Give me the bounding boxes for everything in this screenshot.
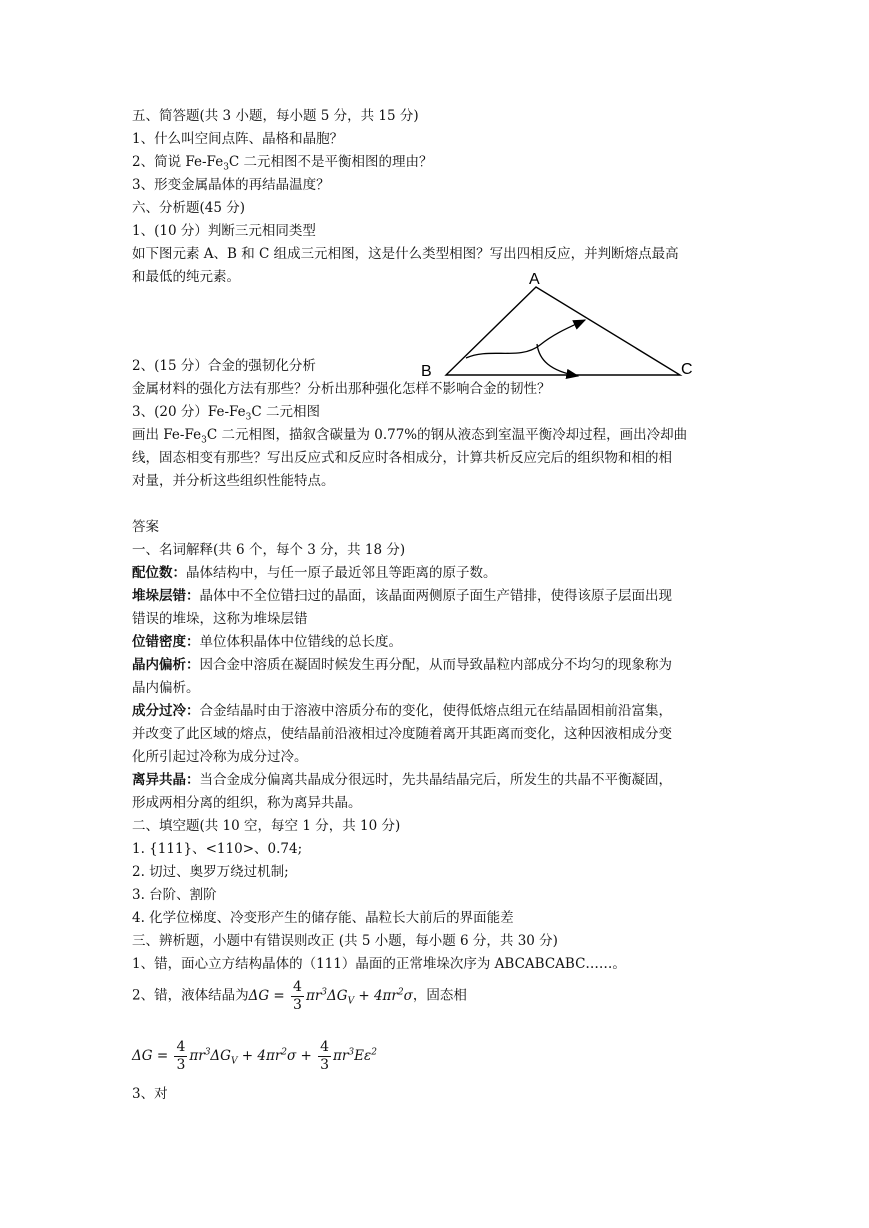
section6-heading: 六、分析题(45 分): [132, 200, 246, 216]
term-constitutional-supercooling-cont1: 并改变了此区域的熔点，使结晶前沿液相过冷度随着离开其距离而变化，这种因液相成分变: [132, 726, 672, 742]
answers-s1-heading: 一、名词解释(共 6 个，每个 3 分，共 18 分): [132, 542, 406, 558]
term-stacking-fault: 堆垛层错：晶体中不全位错扫过的晶面，该晶面两侧原子面生产错排，使得该原子层面出现: [132, 588, 672, 604]
answers-s3-a3: 3、对: [132, 1086, 168, 1102]
section5-q2: 2、简说 $Fe-Fe_3C$ 二元相图不是平衡相图的理由？: [132, 154, 433, 173]
label-a: A: [529, 271, 540, 288]
equation-liquid: ΔG = $\frac{4}{3}$ $\pi r^3\Delta G_V + 4\pi r^2\sigma$: [248, 978, 413, 1013]
section6-q3-title: 3、(20 分）$Fe-Fe_3C$ 二元相图: [132, 404, 320, 423]
term-divorced-eutectic-cont: 形成两相分离的组织，称为离异共晶。: [132, 795, 362, 811]
section6-q3-line3: 对量，并分析这些组织性能特点。: [132, 473, 335, 489]
section6-q2-title: 2、(15 分）合金的强韧化分析: [132, 358, 316, 374]
section5-q1: 1、什么叫空间点阵、晶格和晶胞？: [132, 131, 344, 147]
section6-q1-line2: 和最低的纯元素。: [132, 269, 240, 285]
answers-s3-heading: 三、辨析题，小题中有错误则改正 (共 5 小题，每小题 6 分，共 30 分): [132, 933, 558, 949]
label-b: B: [421, 363, 432, 380]
answers-s2-a2: 2. 切过、奥罗万绕过机制;: [132, 864, 289, 880]
term-constitutional-supercooling: 成分过冷：合金结晶时由于溶液中溶质分布的变化，使得低熔点组元在结晶固相前沿富集，: [132, 703, 672, 719]
answers-s2-a3: 3. 台阶、割阶: [132, 887, 217, 903]
section5-heading: 五、简答题(共 3 小题，每小题 5 分，共 15 分): [132, 108, 419, 124]
term-coordination-number: 配位数：晶体结构中，与任一原子最近邻且等距离的原子数。: [132, 565, 497, 581]
section6-q3-line1: 画出 $Fe-Fe_3C$ 二元相图，描叙含碳量为 0.77%的钢从液态到室温平衡冷却过程，画出冷却曲: [132, 427, 688, 446]
term-segregation-cont: 晶内偏析。: [132, 680, 200, 696]
equation-solid: ΔG = $\frac{4}{3}$ $\pi r^3\Delta G_V + 4\pi r^2\sigma$ + $\frac{4}{3}$ $\pi r^3E\varepsilon^2$: [132, 1038, 377, 1073]
section6-q3-line2: 线，固态相变有那些？写出反应式和反应时各相成分，计算共析反应完后的组织物和相的相: [132, 450, 672, 466]
term-dislocation-density: 位错密度：单位体积晶体中位错线的总长度。: [132, 634, 402, 650]
label-c: C: [681, 361, 693, 378]
section6-q2-text: 金属材料的强化方法有那些？分析出那种强化怎样不影响合金的韧性？: [132, 381, 551, 397]
term-stacking-fault-cont: 错误的堆垛，这称为堆垛层错: [132, 611, 308, 627]
term-segregation: 晶内偏析：因合金中溶质在凝固时候发生再分配，从而导致晶粒内部成分不均匀的现象称为: [132, 657, 672, 673]
answers-s2-a1: 1. {111}、<110>、0.74;: [132, 841, 303, 857]
term-divorced-eutectic: 离异共晶：当合金成分偏离共晶成分很远时，先共晶结晶完后，所发生的共晶不平衡凝固，: [132, 772, 672, 788]
answers-title: 答案: [132, 519, 159, 535]
term-constitutional-supercooling-cont2: 化所引起过冷称为成分过冷。: [132, 749, 308, 765]
arrow-b-to-ac: [466, 320, 585, 358]
section6-q1-line1: 如下图元素 A、B 和 C 组成三元相图，这是什么类型相图？写出四相反应，并判断熔点最高: [132, 246, 679, 262]
answers-s2-a4: 4. 化学位梯度、冷变形产生的储存能、晶粒长大前后的界面能差: [132, 910, 514, 926]
answers-s3-a2: 2、错，液体结晶为ΔG = $\frac{4}{3}$ $\pi r^3\Delta G_V + 4\pi r^2\sigma$，固态相: [132, 978, 467, 1013]
section5-q3: 3、形变金属晶体的再结晶温度？: [132, 177, 330, 193]
section6-q1-title: 1、(10 分）判断三元相同类型: [132, 223, 316, 239]
answers-s3-a1: 1、错，面心立方结构晶体的（111）晶面的正常堆垛次序为 ABCABCABC……。: [132, 956, 626, 972]
answers-s2-heading: 二、填空题(共 10 空，每空 1 分，共 10 分): [132, 818, 401, 834]
arrow-to-bc: [537, 344, 578, 376]
ternary-diagram: [410, 265, 710, 385]
